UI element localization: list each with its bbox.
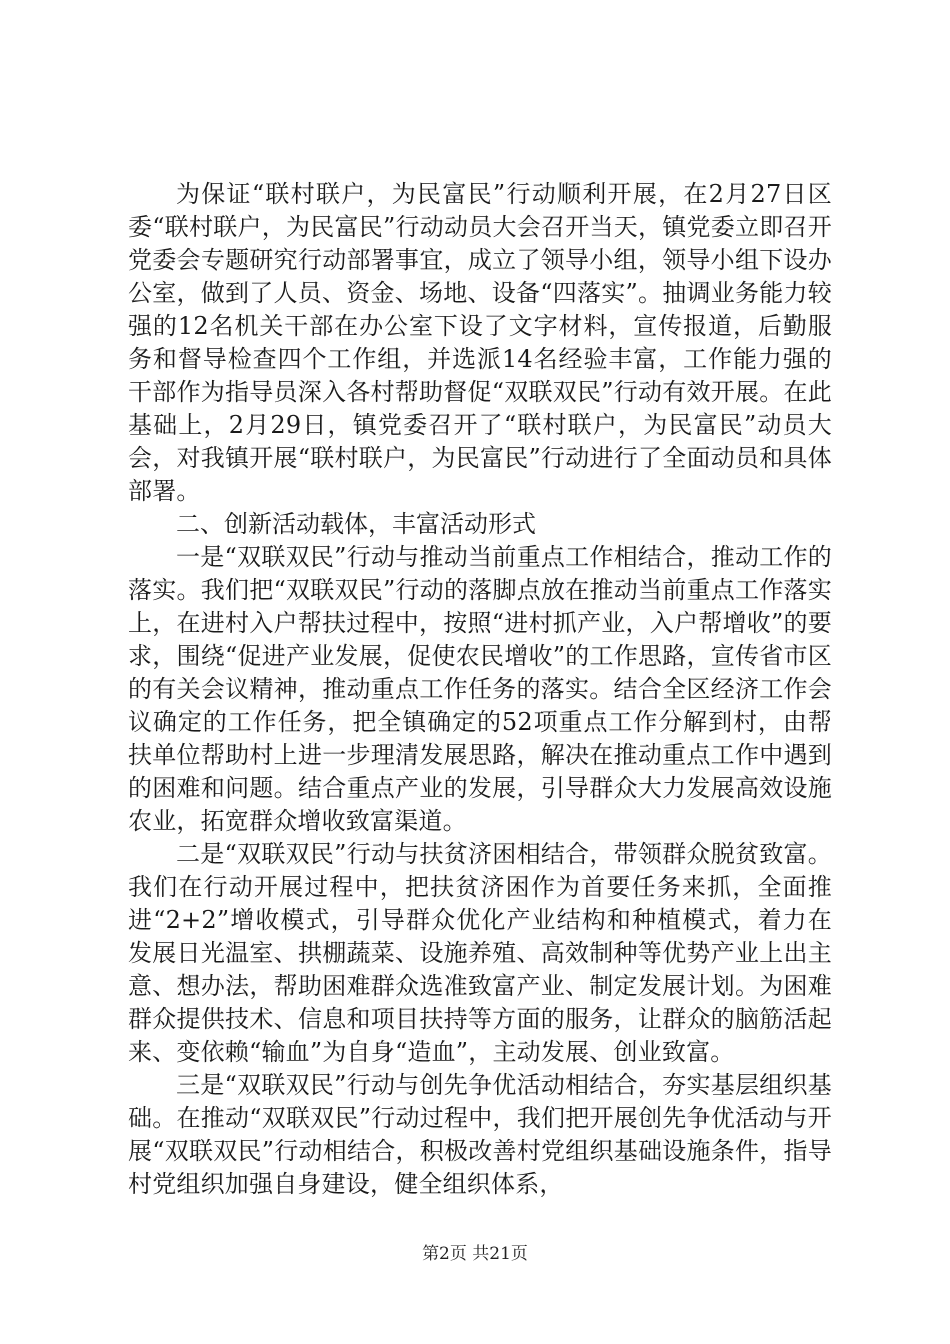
paragraph-party-building: 三是“双联双民”行动与创先争优活动相结合，夯实基层组织基础。在推动“双联双民”行动过程中，我们把开展创先争优活动与开展“双联双民”行动相结合，积极改善村党组织基础设施条件，指导村党组织加强自身建设，健全组织体系，: [128, 1071, 832, 1198]
paragraph-organization: 为保证“联村联户，为民富民”行动顺利开展，在2月27日区委“联村联户，为民富民”行动动员大会召开当天，镇党委立即召开党委会专题研究行动部署事宜，成立了领导小组，领导小组下设办公室，做到了人员、资金、场地、设备“四落实”。抽调业务能力较强的12名机关干部在办公室下设了文字材料，宣传报道，后勤服务和督导检查四个工作组，并选派14名经验丰富，工作能力强的干部作为指导员深入各村帮助督促“双联双民”行动有效开展。在此基础上，2月29日，镇党委召开了“联村联户，为民富民”动员大会，对我镇开展“联村联户，为民富民”行动进行了全面动员和具体部署。: [128, 180, 832, 505]
paragraph-key-work: 一是“双联双民”行动与推动当前重点工作相结合，推动工作的落实。我们把“双联双民”行动的落脚点放在推动当前重点工作落实上，在进村入户帮扶过程中，按照“进村抓产业，入户帮增收”的要求，围绕“促进产业发展，促使农民增收”的工作思路，宣传省市区的有关会议精神，推动重点工作任务的落实。结合全区经济工作会议确定的工作任务，把全镇确定的52项重点工作分解到村，由帮扶单位帮助村上进一步理清发展思路，解决在推动重点工作中遇到的困难和问题。结合重点产业的发展，引导群众大力发展高效设施农业，拓宽群众增收致富渠道。: [128, 543, 832, 835]
paragraph-poverty-relief: 二是“双联双民”行动与扶贫济困相结合，带领群众脱贫致富。我们在行动开展过程中，把扶贫济困作为首要任务来抓，全面推进“2+2”增收模式，引导群众优化产业结构和种植模式，着力在发展日光温室、拱棚蔬菜、设施养殖、高效制种等优势产业上出主意、想办法，帮助困难群众选准致富产业、制定发展计划。为困难群众提供技术、信息和项目扶持等方面的服务，让群众的脑筋活起来、变依赖“输血”为自身“造血”，主动发展、创业致富。: [128, 840, 832, 1066]
page-number-footer: 第2页 共21页: [422, 1244, 528, 1264]
section-heading: 二、创新活动载体，丰富活动形式: [176, 510, 536, 538]
document-body: [128, 178, 832, 1201]
